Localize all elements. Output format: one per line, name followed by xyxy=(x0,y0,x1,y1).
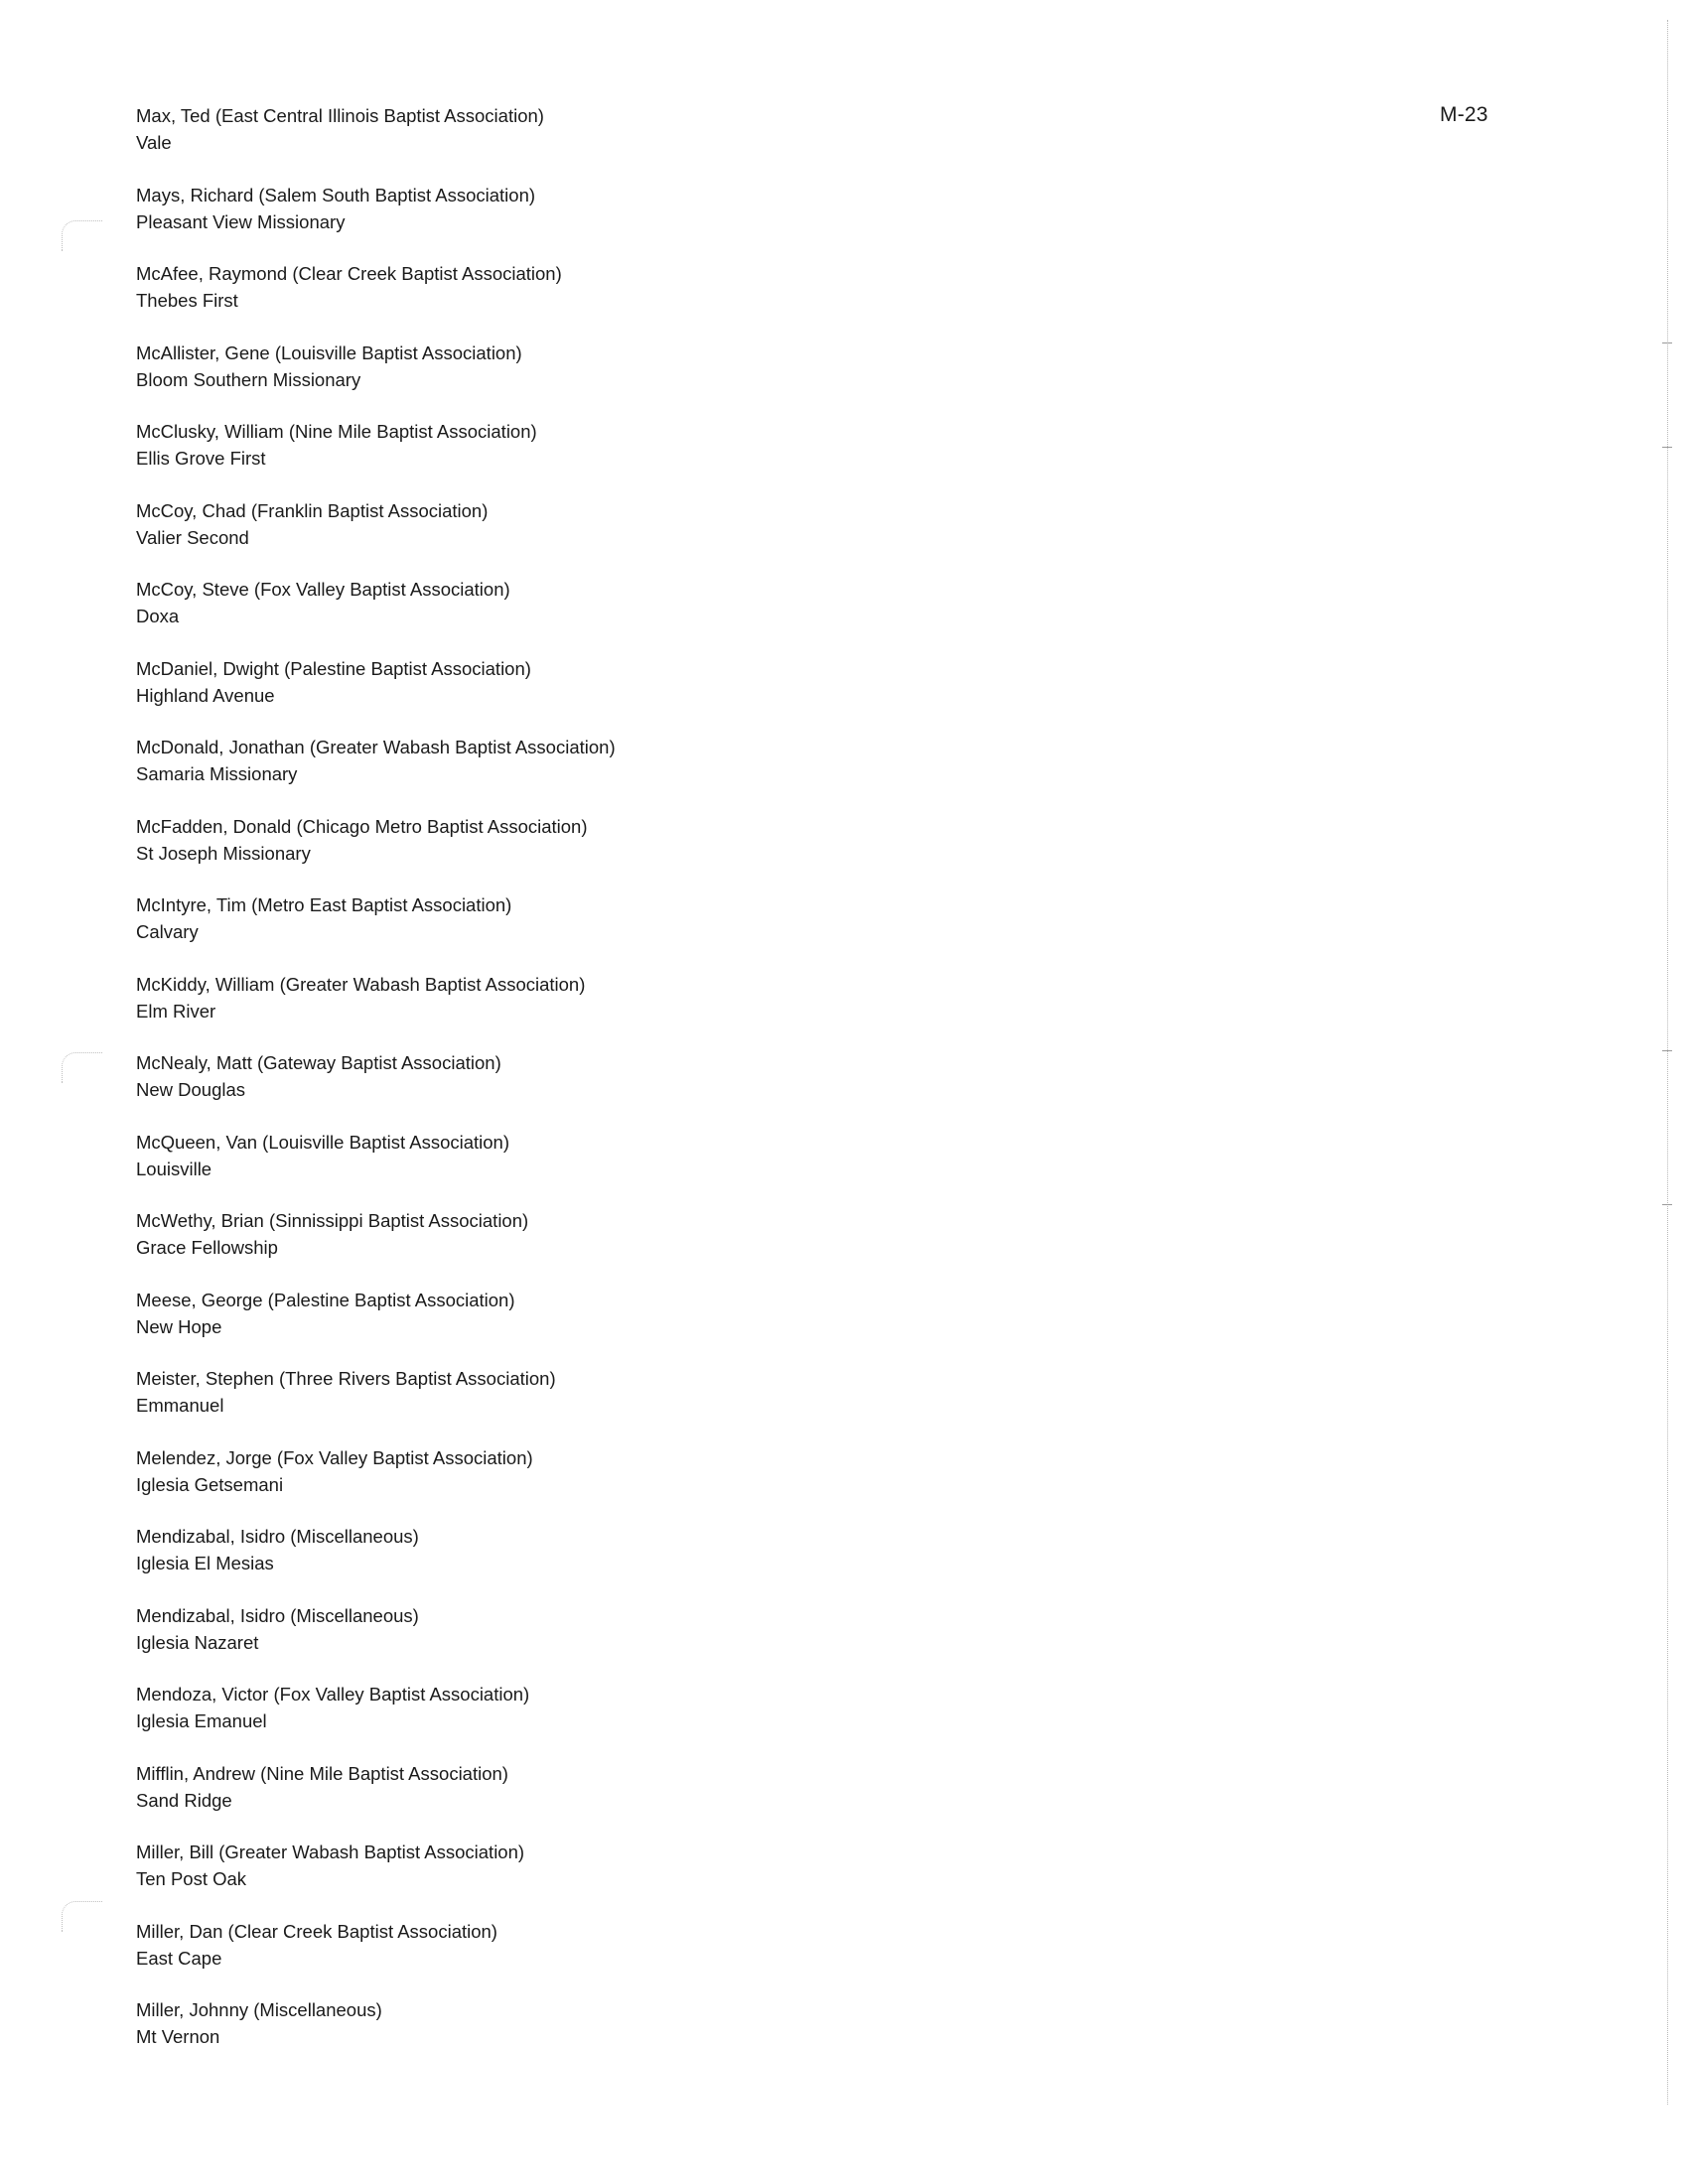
church-name: Sand Ridge xyxy=(136,1789,232,1811)
church-name: Iglesia El Mesias xyxy=(136,1553,274,1573)
pastor-name-association: McDaniel, Dwight (Palestine Baptist Association) xyxy=(136,657,531,679)
pastor-name-association: Mays, Richard (Salem South Baptist Association) xyxy=(136,184,536,205)
pastor-name-association: Max, Ted (East Central Illinois Baptist Association) xyxy=(136,105,544,126)
directory-entry xyxy=(136,1602,616,1682)
scan-tick-mark xyxy=(1662,1050,1672,1051)
punch-hole-mark xyxy=(62,220,102,251)
directory-entry xyxy=(136,1444,616,1524)
directory-entry xyxy=(136,655,616,735)
church-name: Valier Second xyxy=(136,526,249,548)
church-name: Iglesia Getsemani xyxy=(136,1473,284,1495)
pastor-name-association: Miller, Bill (Greater Wabash Baptist Association) xyxy=(136,1842,525,1862)
directory-entry xyxy=(136,1839,616,1918)
pastor-name-association: McFadden, Donald (Chicago Metro Baptist Association) xyxy=(136,815,588,837)
pastor-name-association: McAfee, Raymond (Clear Creek Baptist Association) xyxy=(136,263,562,284)
pastor-name-association: McIntyre, Tim (Metro East Baptist Association) xyxy=(136,894,512,915)
pastor-name-association: McCoy, Chad (Franklin Baptist Association) xyxy=(136,499,489,521)
directory-entry xyxy=(136,1287,616,1366)
church-name: New Hope xyxy=(136,1315,222,1337)
pastor-name-association: Melendez, Jorge (Fox Valley Baptist Association) xyxy=(136,1446,533,1468)
church-name: St Joseph Missionary xyxy=(136,842,311,864)
directory-entry xyxy=(136,971,616,1050)
directory-entry xyxy=(136,1129,616,1208)
pastor-name-association: McWethy, Brian (Sinnissippi Baptist Association) xyxy=(136,1210,529,1231)
scan-edge-line xyxy=(1667,20,1668,2105)
pastor-name-association: Mendizabal, Isidro (Miscellaneous) xyxy=(136,1526,419,1547)
church-name: Louisville xyxy=(136,1158,212,1179)
directory-entry xyxy=(136,734,616,813)
directory-list xyxy=(136,102,616,2076)
pastor-name-association: Miller, Dan (Clear Creek Baptist Association) xyxy=(136,1920,497,1942)
pastor-name-association: McKiddy, William (Greater Wabash Baptist Association) xyxy=(136,973,586,995)
church-name: Grace Fellowship xyxy=(136,1237,278,1258)
pastor-name-association: Mifflin, Andrew (Nine Mile Baptist Association) xyxy=(136,1762,508,1784)
church-name: Elm River xyxy=(136,1000,216,1022)
pastor-name-association: McAllister, Gene (Louisville Baptist Association) xyxy=(136,341,522,363)
pastor-name-association: Meister, Stephen (Three Rivers Baptist Association) xyxy=(136,1368,556,1389)
church-name: Doxa xyxy=(136,606,180,626)
pastor-name-association: Miller, Johnny (Miscellaneous) xyxy=(136,1999,382,2020)
directory-entry xyxy=(136,340,616,419)
directory-entry xyxy=(136,813,616,892)
church-name: Iglesia Emanuel xyxy=(136,1710,267,1731)
church-name: Pleasant View Missionary xyxy=(136,210,346,232)
church-name: Bloom Southern Missionary xyxy=(136,368,361,390)
directory-entry xyxy=(136,576,616,655)
punch-hole-mark xyxy=(62,1052,102,1083)
directory-entry xyxy=(136,102,616,182)
directory-entry xyxy=(136,182,616,261)
pastor-name-association: McCoy, Steve (Fox Valley Baptist Association) xyxy=(136,579,510,600)
church-name: East Cape xyxy=(136,1947,222,1969)
directory-entry xyxy=(136,1996,616,2076)
pastor-name-association: Mendoza, Victor (Fox Valley Baptist Association) xyxy=(136,1684,530,1705)
church-name: New Douglas xyxy=(136,1079,246,1100)
directory-entry xyxy=(136,891,616,971)
church-name: Ten Post Oak xyxy=(136,1868,247,1889)
pastor-name-association: Mendizabal, Isidro (Miscellaneous) xyxy=(136,1604,419,1626)
scan-tick-mark xyxy=(1662,447,1672,448)
pastor-name-association: McDonald, Jonathan (Greater Wabash Baptist Association) xyxy=(136,737,616,757)
church-name: Highland Avenue xyxy=(136,684,275,706)
church-name: Emmanuel xyxy=(136,1395,224,1416)
directory-entry xyxy=(136,1760,616,1840)
directory-entry xyxy=(136,1523,616,1602)
church-name: Mt Vernon xyxy=(136,2026,220,2047)
page-number: M-23 xyxy=(1440,103,1488,126)
directory-entry xyxy=(136,260,616,340)
directory-entry xyxy=(136,1681,616,1760)
church-name: Iglesia Nazaret xyxy=(136,1631,259,1653)
punch-hole-mark xyxy=(62,1901,102,1932)
scan-tick-mark xyxy=(1662,1204,1672,1205)
pastor-name-association: Meese, George (Palestine Baptist Association) xyxy=(136,1289,515,1310)
directory-entry xyxy=(136,418,616,497)
church-name: Thebes First xyxy=(136,290,238,311)
directory-entry xyxy=(136,1365,616,1444)
pastor-name-association: McQueen, Van (Louisville Baptist Association) xyxy=(136,1131,510,1153)
church-name: Samaria Missionary xyxy=(136,763,298,784)
church-name: Ellis Grove First xyxy=(136,448,266,469)
pastor-name-association: McClusky, William (Nine Mile Baptist Association) xyxy=(136,421,537,442)
directory-entry xyxy=(136,1918,616,1997)
scan-tick-mark xyxy=(1662,342,1672,343)
directory-entry xyxy=(136,1207,616,1287)
church-name: Calvary xyxy=(136,921,199,942)
church-name: Vale xyxy=(136,132,172,153)
directory-entry xyxy=(136,1049,616,1129)
pastor-name-association: McNealy, Matt (Gateway Baptist Association) xyxy=(136,1052,501,1073)
directory-entry xyxy=(136,497,616,577)
